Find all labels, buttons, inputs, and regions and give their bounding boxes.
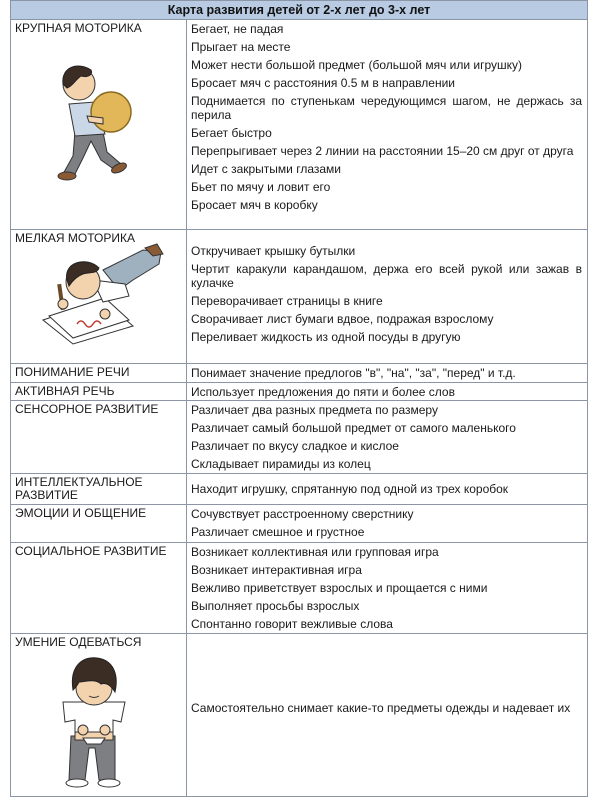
milestone-item: Сворачивает лист бумаги вдвое, подражая взрослому [191,312,494,326]
category-cell [11,474,187,504]
section-dressing [11,634,587,796]
milestone-item: Бегает, не падая [191,22,284,36]
section-speech-understanding [11,364,587,383]
category-label: СЕНСОРНОЕ РАЗВИТИЕ [15,402,159,416]
boy-drawing-illustration [33,240,173,350]
milestone-item: Складывает пирамиды из колец [191,457,371,471]
milestone-item: Бросает мяч с расстояния 0.5 м в направлении [191,76,455,90]
section-gross-motor [11,20,587,230]
milestone-item: Выполняет просьбы взрослых [191,599,360,613]
milestone-item: Перепрыгивает через 2 линии на расстоянии 15–20 см друг от друга [191,144,574,158]
milestone-item: Использует предложения до пяти и более слов [191,385,455,399]
milestone-list [187,20,587,229]
category-cell [11,505,187,542]
milestone-item: Может нести большой предмет (большой мяч или игрушку) [191,58,523,72]
milestone-item: Возникает интерактивная игра [191,563,362,577]
milestone-item: Бегает быстро [191,126,272,140]
milestone-list [187,401,587,473]
milestone-list [187,383,587,400]
section-sensory [11,401,587,474]
category-label: ИНТЕЛЛЕКТУАЛЬНОЕ РАЗВИТИЕ [15,475,143,502]
section-social [11,543,587,634]
milestone-list [187,505,587,542]
milestone-item: Откручивает крышку бутылки [191,244,356,258]
milestone-item: Вежливо приветствует взрослых и прощается с ними [191,581,488,595]
category-cell [11,634,187,796]
milestone-item: Различает самый большой предмет от самого маленького [191,421,516,435]
milestone-item: Сочувствует расстроенному сверстнику [191,507,414,521]
milestone-item: Самостоятельно снимает какие-то предметы одежды и надевает их [191,701,571,715]
milestone-item: Различает два разных предмета по размеру [191,403,438,417]
category-cell [11,401,187,473]
milestone-item: Возникает коллективная или групповая игра [191,545,439,559]
category-label: АКТИВНАЯ РЕЧЬ [15,384,115,398]
section-fine-motor [11,230,587,364]
section-active-speech [11,383,587,401]
milestone-list [187,634,587,796]
milestone-item: Прыгает на месте [191,40,291,54]
milestone-item: Различает смешное и грустное [191,525,365,539]
boy-dressing-illustration [55,652,135,792]
category-cell [11,364,187,382]
category-label: КРУПНАЯ МОТОРИКА [15,21,142,35]
milestone-item: Переворачивает страницы в книге [191,294,383,308]
development-chart-table [10,0,588,797]
section-intellectual [11,474,587,505]
milestone-item: Бросает мяч в коробку [191,198,318,212]
category-cell [11,20,187,229]
category-label: СОЦИАЛЬНОЕ РАЗВИТИЕ [15,544,167,558]
milestone-item: Бьет по мячу и ловит его [191,180,331,194]
milestone-item: Понимает значение предлогов "в", "на", "за", "перед" и т.д. [191,366,516,380]
table-title: Карта развития детей от 2-х лет до 3-х лет [11,0,587,20]
milestone-item: Поднимается по ступенькам чередующимся шагом, не держась за перила [191,94,582,122]
milestone-list [187,364,587,382]
category-label: УМЕНИЕ ОДЕВАТЬСЯ [15,635,142,649]
boy-carrying-ball-illustration [45,56,145,186]
milestone-list [187,543,587,633]
milestone-list [187,474,587,504]
section-emotions [11,505,587,543]
category-label: ПОНИМАНИЕ РЕЧИ [15,365,130,379]
milestone-item: Различает по вкусу сладкое и кислое [191,439,399,453]
milestone-list [187,230,587,363]
category-cell [11,543,187,633]
milestone-item: Переливает жидкость из одной посуды в другую [191,330,461,344]
milestone-item: Идет с закрытыми глазами [191,162,341,176]
category-label: ЭМОЦИИ И ОБЩЕНИЕ [15,506,147,520]
category-cell [11,383,187,400]
milestone-item: Находит игрушку, спрятанную под одной из трех коробок [191,482,509,496]
milestone-item: Спонтанно говорит вежливые слова [191,617,393,631]
milestone-item: Чертит каракули карандашом, держа его всей рукой или зажав в кулачке [191,262,582,290]
category-label: МЕЛКАЯ МОТОРИКА [15,231,135,245]
category-cell [11,230,187,363]
